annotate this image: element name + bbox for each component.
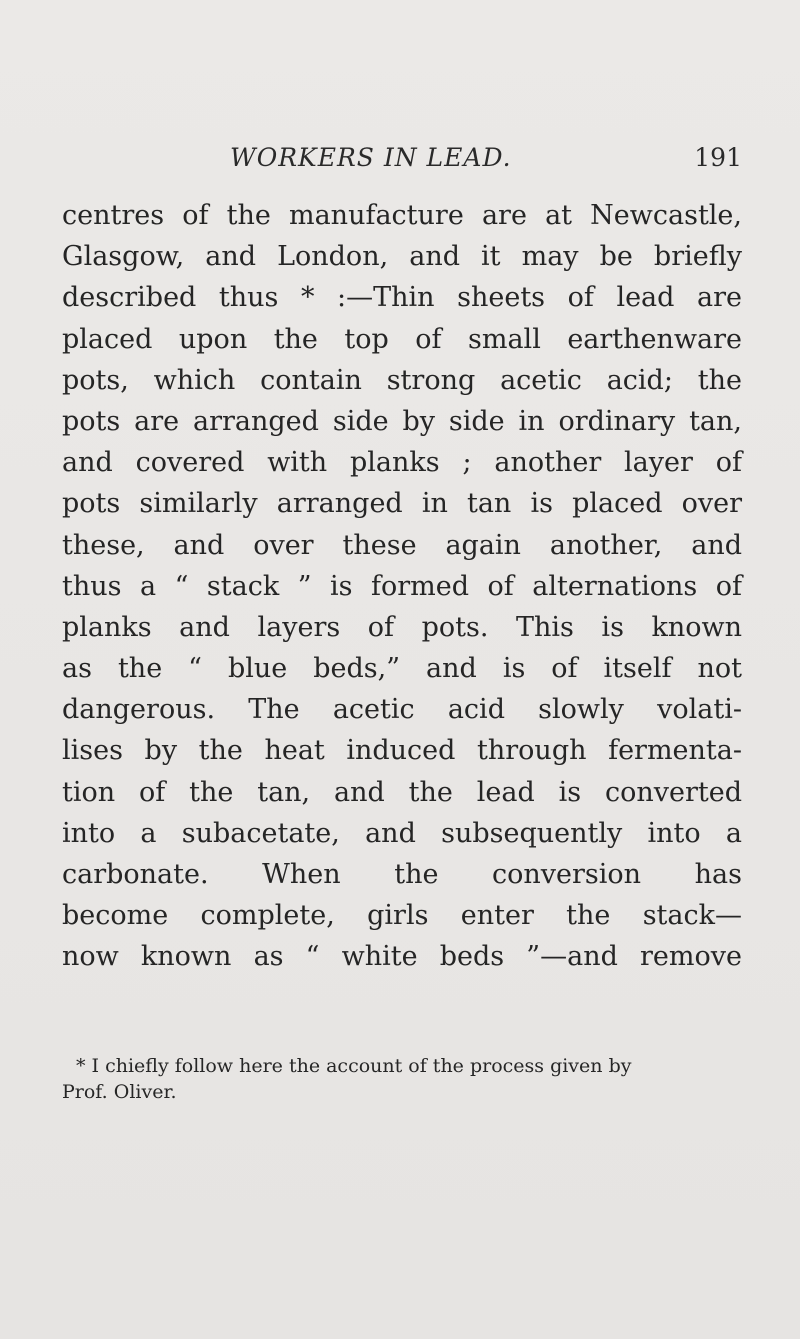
- text-line: centres of the manufacture are at Newcastle,: [62, 200, 742, 231]
- text-line: carbonate. When the conversion has: [62, 859, 742, 890]
- text-line: into a subacetate, and subsequently into a: [62, 817, 742, 849]
- footnote-line: * I chiefly follow here the account of the process given by: [76, 1055, 632, 1077]
- text-line: pots are arranged side by side in ordinary tan,: [62, 405, 742, 437]
- running-head: [62, 143, 742, 183]
- text-line: described thus * :—Thin sheets of lead are: [62, 282, 742, 314]
- text-line: tion of the tan, and the lead is converted: [62, 776, 742, 808]
- text-line: pots similarly arranged in tan is placed over: [62, 488, 742, 520]
- text-line: as the “ blue beds,” and is of itself not: [62, 653, 742, 685]
- text-line: planks and layers of pots. This is known: [62, 611, 742, 643]
- text-line: pots, which contain strong acetic acid; the: [62, 364, 742, 396]
- body-text: [62, 195, 742, 978]
- text-line: placed upon the top of small earthenware: [62, 323, 742, 355]
- footnote: [62, 1053, 742, 1105]
- text-line: thus a “ stack ” is formed of alternations of: [62, 570, 742, 602]
- running-title: WORKERS IN LEAD.: [230, 143, 512, 172]
- page-number: 191: [694, 143, 742, 172]
- text-line: dangerous. The acetic acid slowly volati-: [62, 694, 742, 726]
- text-line: become complete, girls enter the stack—: [62, 900, 742, 932]
- text-line: these, and over these again another, and: [62, 529, 742, 561]
- text-line: Glasgow, and London, and it may be briefly: [62, 241, 742, 273]
- text-line: lises by the heat induced through fermenta-: [62, 735, 742, 767]
- footnote-line: Prof. Oliver.: [62, 1081, 177, 1103]
- text-line: now known as “ white beds ”—and remove: [62, 941, 742, 973]
- text-line: and covered with planks ; another layer of: [62, 447, 742, 479]
